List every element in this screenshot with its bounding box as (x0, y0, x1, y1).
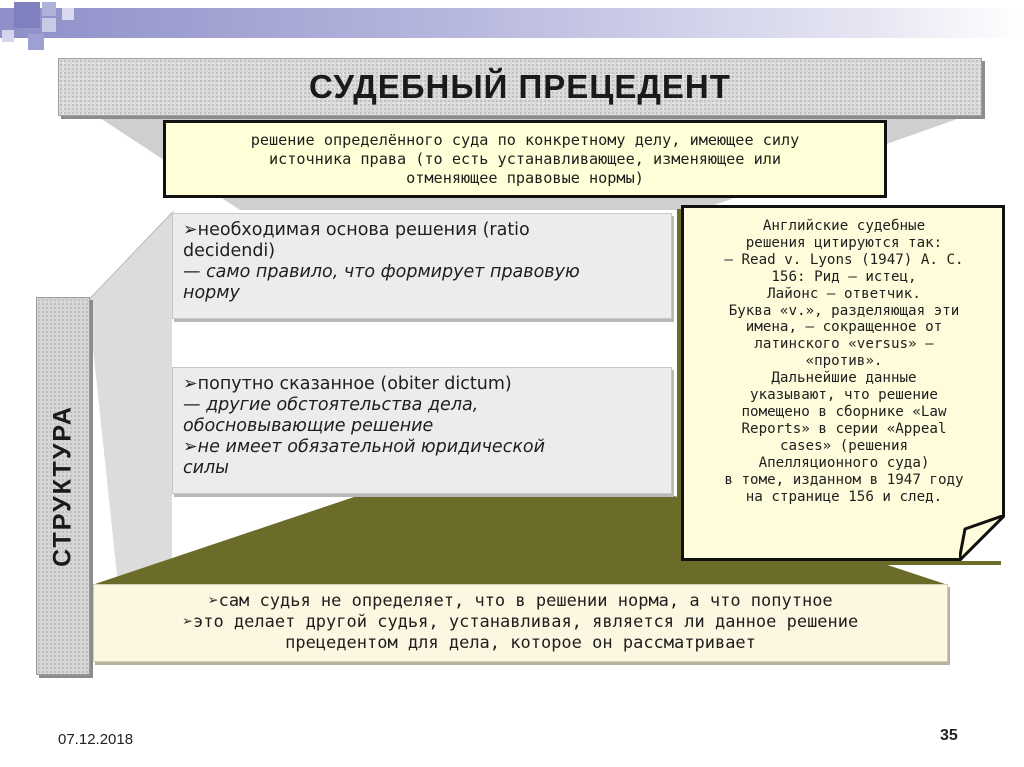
obiter-line (183, 437, 661, 458)
citation-note-text (694, 218, 994, 505)
structure-side-bar (36, 297, 90, 675)
ratio-decidendi-box (172, 213, 672, 319)
structure-label: СТРУКТУРА (48, 405, 77, 567)
ratio-line: — само правило, что формирует правовую (183, 262, 580, 282)
page-title: СУДЕБНЫЙ ПРЕЦЕДЕНТ (309, 68, 731, 105)
bullet-arrow-icon: ➢ (182, 612, 193, 632)
note-line: «против». (805, 353, 883, 370)
note-line: Апелляционного суда) (758, 454, 930, 471)
note-line: имена, — сокращенное от (745, 319, 943, 336)
ratio-heading: необходимая основа решения (ratio (197, 220, 530, 240)
bottom-conclusion-box (93, 584, 948, 662)
bullet-arrow-icon: ➢ (183, 220, 198, 240)
bottom-line-text: сам судья не определяет, что в решении норма, а что попутное (218, 591, 833, 611)
obiter-heading: попутно сказанное (obiter dictum) (197, 374, 512, 394)
definition-line: отменяющее правовые нормы) (406, 168, 644, 187)
note-line: — Read v. Lyons (1947) A. C. (724, 251, 964, 268)
bottom-line (94, 612, 947, 633)
note-line: Дальнейшие данные (771, 370, 917, 387)
note-line: латинского «versus» — (754, 336, 934, 353)
folded-corner-icon (959, 515, 1005, 561)
note-line: в томе, изданном в 1947 году (724, 471, 964, 488)
note-line: указывают, что решение (750, 387, 938, 404)
definition-line: решение определённого суда по конкретному делу, имеющее силу (250, 130, 800, 149)
note-line: Буква «v.», разделяющая эти (728, 302, 960, 319)
bottom-line-text: это делает другой судья, устанавливая, является ли данное решение (192, 612, 859, 632)
note-line: cases» (решения (779, 437, 909, 454)
note-line: Лайонс — ответчик. (767, 285, 921, 302)
note-line: Reports» в серии «Appeal (741, 420, 947, 437)
definition-line: источника права (то есть устанавливающее, изменяющее или (268, 149, 782, 168)
footer-date: 07.12.2018 (58, 731, 134, 748)
obiter-line: — другие обстоятельства дела, (183, 395, 479, 415)
ratio-line: норму (183, 283, 240, 303)
title-banner (58, 58, 982, 116)
bullet-arrow-icon: ➢ (208, 591, 219, 611)
definition-text (241, 131, 810, 188)
bullet-arrow-icon: ➢ (183, 437, 198, 457)
obiter-line (183, 374, 661, 395)
obiter-line: обосновывающие решение (183, 416, 434, 436)
bullet-arrow-icon: ➢ (183, 374, 198, 394)
bottom-line: прецедентом для дела, которое он рассматривает (285, 633, 756, 653)
ratio-line: decidendi) (183, 241, 276, 261)
note-line: на странице 156 и след. (745, 488, 943, 505)
citation-note-box (681, 205, 1005, 561)
page-number: 35 (940, 727, 958, 744)
definition-box (163, 120, 887, 198)
obiter-line: силы (183, 458, 229, 478)
note-line: решения цитируются так: (745, 234, 943, 251)
bottom-line (94, 591, 947, 612)
obiter-dictum-box (172, 367, 672, 494)
note-line: Английские судебные (762, 218, 926, 234)
obiter-line-text: не имеет обязательной юридической (197, 437, 545, 457)
note-line: 156: Рид — истец, (771, 268, 917, 285)
left-wedge-shape (88, 212, 172, 585)
note-line: помещено в сборнике «Law (741, 403, 947, 420)
ratio-line (183, 220, 661, 241)
